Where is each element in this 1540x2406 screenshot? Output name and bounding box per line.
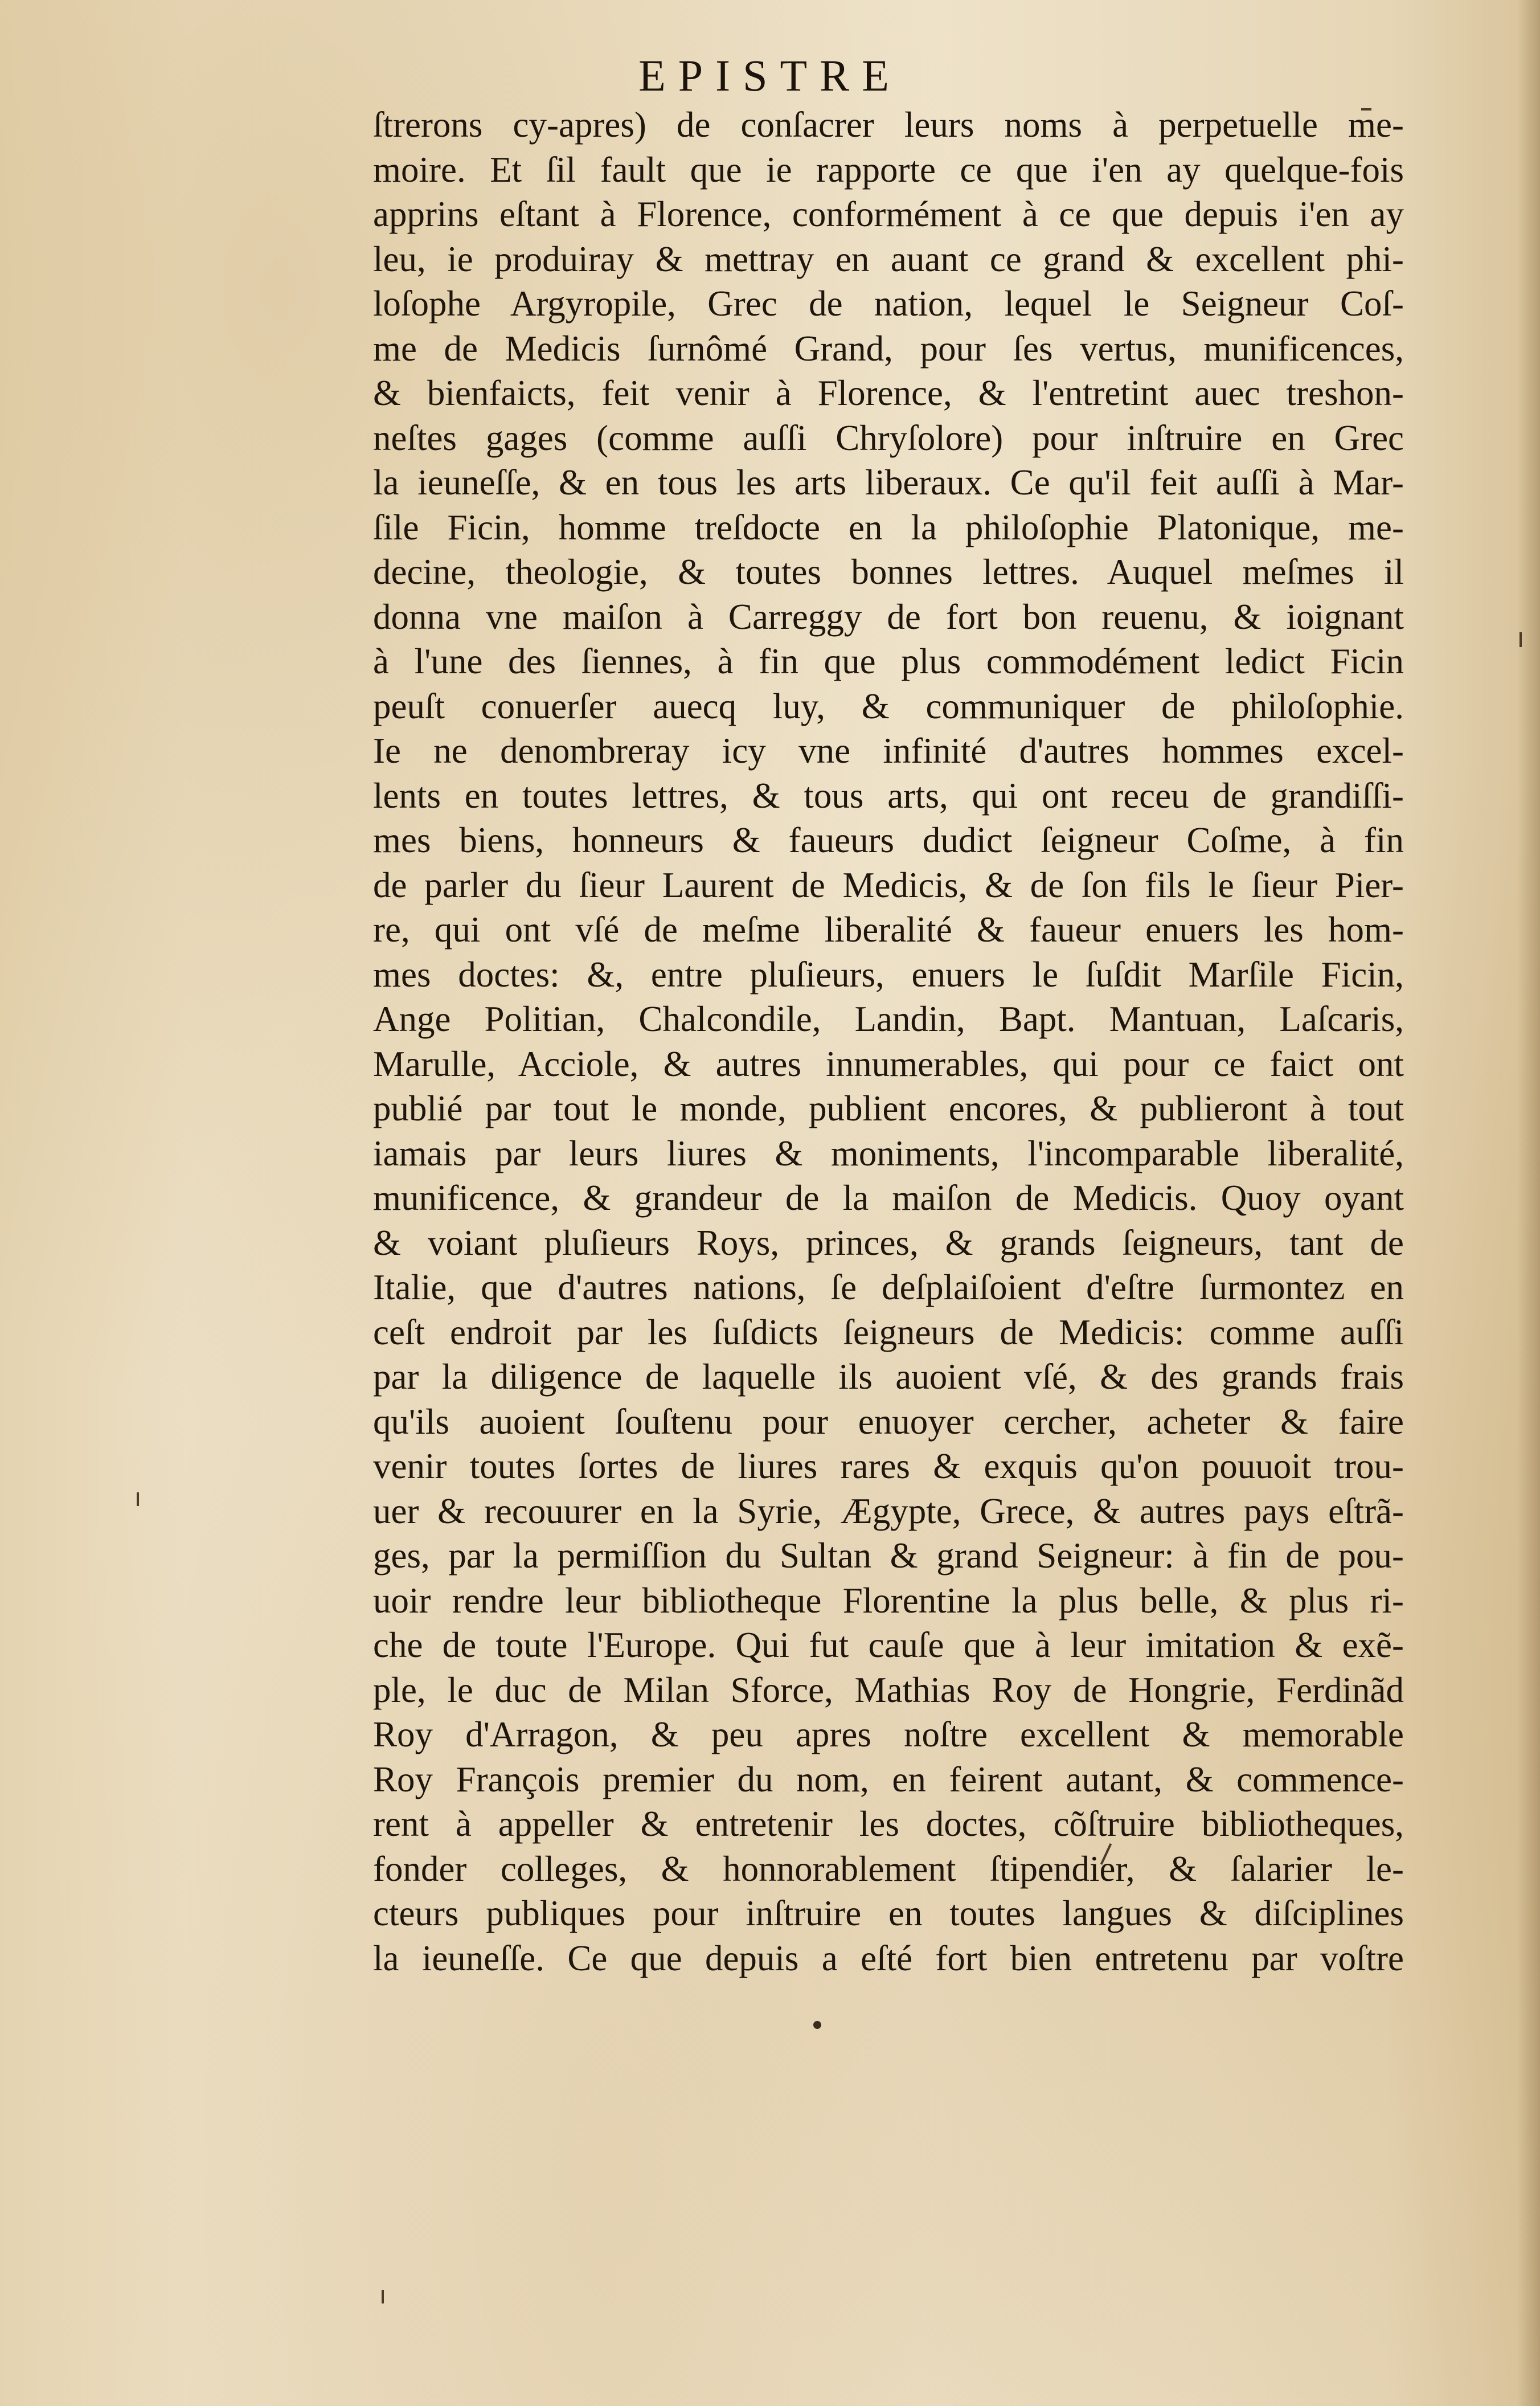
- text-line: me de Medicis ſurnômé Grand, pour ſes vertus, munificences,: [373, 328, 1404, 369]
- ink-speck: [137, 1492, 139, 1506]
- text-line: Marulle, Acciole, & autres innumerables, qui pour ce faict ont: [373, 1044, 1404, 1084]
- text-line: Ie ne denombreray icy vne infinité d'autres hommes excel-: [373, 731, 1404, 771]
- text-line: leu, ie produiray & mettray en auant ce grand & excellent phi-: [373, 239, 1404, 279]
- page-edge-shadow: [1517, 0, 1540, 2406]
- text-line: Roy François premier du nom, en feirent autant, & commence-: [373, 1759, 1404, 1799]
- text-line: uer & recouurer en la Syrie, Ægypte, Grece, & autres pays eſtrã-: [373, 1491, 1404, 1531]
- text-line: Ange Politian, Chalcondile, Landin, Bapt. Mantuan, Laſcaris,: [373, 999, 1404, 1039]
- body-text: [373, 103, 1404, 1981]
- text-line: peuſt conuerſer auecq luy, & communiquer de philoſophie.: [373, 686, 1404, 726]
- text-line: munificence, & grandeur de la maiſon de Medicis. Quoy oyant: [373, 1178, 1404, 1218]
- printer-ornament-dot: [813, 2021, 821, 2029]
- text-line: mes doctes: &, entre pluſieurs, enuers le ſuſdit Marſile Ficin,: [373, 954, 1404, 995]
- text-line: mes biens, honneurs & faueurs dudict ſeigneur Coſme, à fin: [373, 820, 1404, 860]
- text-line: che de toute l'Europe. Qui fut cauſe que à leur imitation & exẽ-: [373, 1625, 1404, 1665]
- text-line: qu'ils auoient ſouſtenu pour enuoyer cercher, acheter & faire: [373, 1401, 1404, 1442]
- ink-speck: [1519, 632, 1522, 647]
- text-line: ple, le duc de Milan Sforce, Mathias Roy de Hongrie, Ferdinãd: [373, 1670, 1404, 1710]
- text-line: venir toutes ſortes de liures rares & exquis qu'on pouuoit trou-: [373, 1446, 1404, 1486]
- ink-speck: [382, 2290, 384, 2303]
- text-line: neſtes gages (comme auſſi Chryſolore) pour inſtruire en Grec: [373, 418, 1404, 458]
- text-line: apprins eſtant à Florence, conformément à ce que depuis i'en ay: [373, 194, 1404, 234]
- text-line: cteurs publiques pour inſtruire en toutes langues & diſciplines: [373, 1893, 1404, 1933]
- text-line: ceſt endroit par les ſuſdicts ſeigneurs de Medicis: comme auſſi: [373, 1312, 1404, 1352]
- text-line: la ieuneſſe. Ce que depuis a eſté fort bien entretenu par voſtre: [373, 1938, 1404, 1978]
- text-line: decine, theologie, & toutes bonnes lettres. Auquel meſmes il: [373, 552, 1404, 592]
- text-line: iamais par leurs liures & moniments, l'incomparable liberalité,: [373, 1133, 1404, 1173]
- text-line: uoir rendre leur bibliotheque Florentine la plus belle, & plus ri-: [373, 1580, 1404, 1621]
- ink-speck: [1361, 108, 1371, 121]
- text-line: ſile Ficin, homme treſdocte en la philoſophie Platonique, me-: [373, 507, 1404, 547]
- text-line: publié par tout le monde, publient encores, & publieront à tout: [373, 1089, 1404, 1128]
- text-line: donna vne maiſon à Carreggy de fort bon reuenu, & ioignant: [373, 596, 1404, 637]
- text-line: re, qui ont vſé de meſme liberalité & faueur enuers les hom-: [373, 910, 1404, 950]
- text-line: fonder colleges, & honnorablement ſtipendier, & ſalarier le-: [373, 1848, 1404, 1889]
- text-line: loſophe Argyropile, Grec de nation, lequel le Seigneur Coſ-: [373, 284, 1404, 324]
- text-line: la ieuneſſe, & en tous les arts liberaux. Ce qu'il feit auſſi à Mar-: [373, 463, 1404, 502]
- text-line: moire. Et ſil fault que ie rapporte ce que i'en ay quelque-fois: [373, 149, 1404, 190]
- running-head: EPISTRE: [638, 51, 902, 100]
- text-line: à l'une des ſiennes, à fin que plus commodément ledict Ficin: [373, 641, 1404, 681]
- text-line: par la diligence de laquelle ils auoient vſé, & des grands frais: [373, 1357, 1404, 1397]
- text-line: de parler du ſieur Laurent de Medicis, & de ſon fils le ſieur Pier-: [373, 865, 1404, 905]
- text-line: Italie, que d'autres nations, ſe deſplaiſoient d'eſtre ſurmontez en: [373, 1267, 1404, 1307]
- text-line: Roy d'Arragon, & peu apres noſtre excellent & memorable: [373, 1715, 1404, 1754]
- text-line: lents en toutes lettres, & tous arts, qui ont receu de grandiſſi-: [373, 775, 1404, 816]
- text-line: & bienfaicts, feit venir à Florence, & l'entretint auec treshon-: [373, 373, 1404, 413]
- text-line: ges, par la permiſſion du Sultan & grand Seigneur: à fin de pou-: [373, 1536, 1404, 1576]
- text-line: & voiant pluſieurs Roys, princes, & grands ſeigneurs, tant de: [373, 1222, 1404, 1263]
- text-line: rent à appeller & entretenir les doctes, cõſtruire bibliotheques,: [373, 1804, 1404, 1844]
- text-line: ſtrerons cy-apres) de conſacrer leurs noms à perpetuelle me-: [373, 105, 1404, 145]
